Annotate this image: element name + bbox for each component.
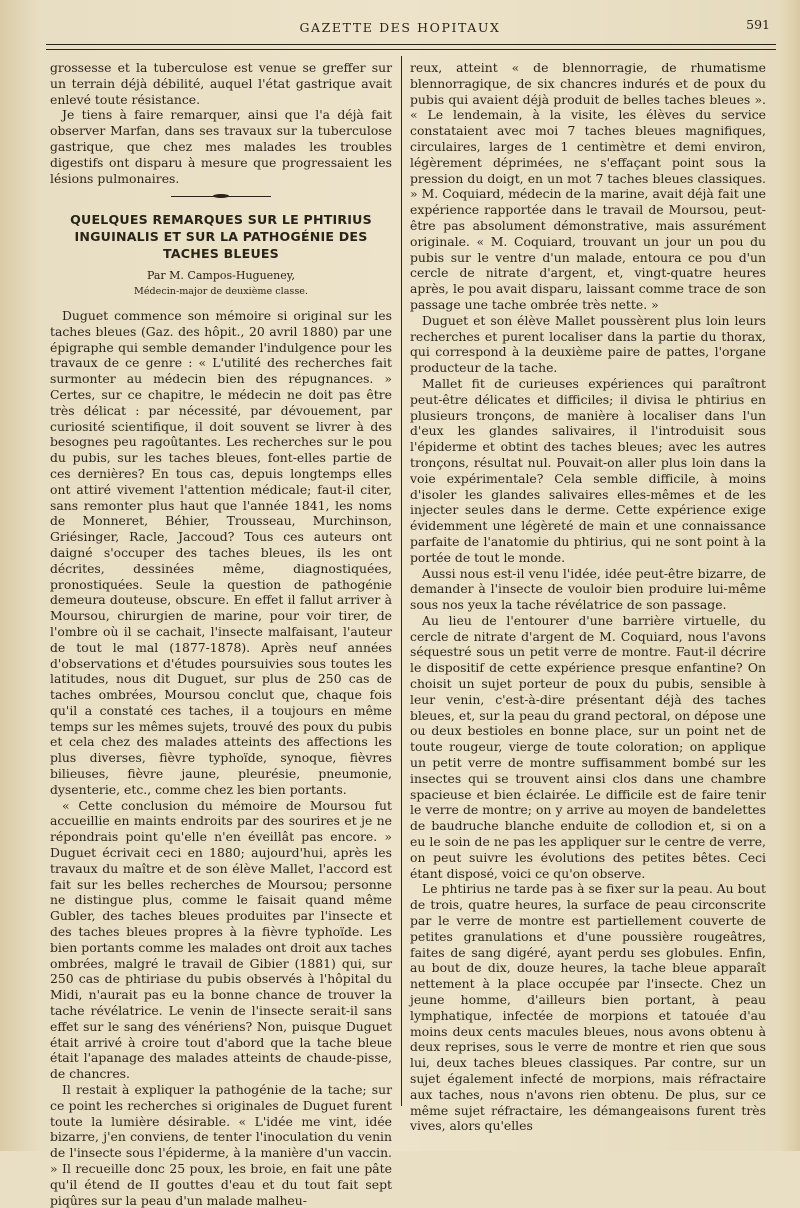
body-paragraph: reux, atteint « de blennorragie, de rhumatisme blennorragique, de six chancres indurés et de poux du pubis qui avaient déjà produit de belles taches bleues ». « Le lendemain, à la visite, les élèves du service constataient avec moi 7 taches bleues magnifiques, circulaires, larges de 1 centimètre et demi environ, légèrement déprimées, ne s'effaçant point sous la pression du doigt, en un mot 7 taches bleues classiques. » M. Coquiard, médecin de la marine, avait déjà fait une expérience rapportée dans le travail de Moursou, peut-être pas absolument démonstrative, mais assurément originale. « M. Coquiard, trouvant un jour un pou du pubis sur le ventre d'un malade, entoura ce pou d'un cercle de nitrate d'argent, et, vingt-quatre heures après, le pou avait disparu, laissant comme trace de son passage une tache ombrée très nette. » xyxy=(410,60,766,312)
running-title: GAZETTE DES HOPITAUX xyxy=(299,20,501,35)
header-rule-thin xyxy=(46,49,776,50)
left-column xyxy=(50,60,392,1208)
byline-role: Médecin-major de deuxième classe. xyxy=(134,286,308,298)
body-paragraph: Duguet commence son mémoire si original sur les taches bleues (Gaz. des hôpit., 20 avril 1880) par une épigraphe qui semble demander l'indulgence pour les travaux de ce genre : « L'utilité des recherches fait surmonter au médecin bien des répugnances. » Certes, sur ce chapitre, le médecin ne doit pas être très délicat : par nécessité, par dévouement, par curiosité scientifique, il doit souvent se livrer à des besognes peu ragoûtantes. Les recherches sur le pou du pubis, sur les taches bleues, font-elles partie de ces dernières? En tous cas, depuis longtemps elles ont attiré vivement l'attention médicale; faut-il citer, sans remonter plus haut que l'année 1841, les noms de Monneret, Béhier, Trousseau, Murchinson, Griésinger, Racle, Jaccoud? Tous ces auteurs ont daigné s'occuper des taches bleues, ils les ont décrites, dessinées même, diagnostiquées, pronostiquées. Seule la question de pathogénie demeura douteuse, obscure. En effet il fallut arriver à Moursou, chirurgien de marine, pour voir tirer, de l'ombre où il se cachait, l'insecte malfaisant, l'auteur de tout le mal (1877-1878). Après neuf années d'observations et d'études poursuivies sous toutes les latitudes, nous dit Duguet, sur plus de 250 cas de taches ombrées, Moursou conclut que, chaque fois qu'il a constaté ces taches, il a toujours en même temps sur les mêmes sujets, trouvé des poux du pubis et cela chez des malades atteints des affections les plus diverses, fièvre typhoïde, synoque, fièvres bilieuses, fièvre jaune, pleurésie, pneumonie, dysenterie, etc., comme chez les bien portants. xyxy=(50,307,392,797)
body-paragraph: « Cette conclusion du mémoire de Moursou fut accueillie en maints endroits par des sourires et je ne répondrais point qu'elle n'en éveillât pas encore. » Duguet écrivait ceci en 1880; aujourd'hui, après les travaux du maître et de son élève Mallet, l'accord est fait sur les belles recherches de Moursou; personne ne distingue plus, comme le faisait quand même Gubler, des taches bleues produites par l'insecte et des taches bleues propres à la fièvre typhoïde. Les bien portants comme les malades ont droit aux taches ombrées, malgré le travail de Gibier (1881) qui, sur 250 cas de phtiriase du pubis observés à l'hôpital du Midi, n'aurait pas eu la bonne chance de trouver la tache révélatrice. Le venin de l'insecte serait-il sans effet sur le sang des vénériens? Non, puisque Duguet était arrivé à croire tout d'abord que la tache bleue était l'apanage des malades atteints de chaude-pisse, de chancres. xyxy=(50,797,392,1082)
header-rule xyxy=(46,44,776,45)
body-paragraph: Mallet fit de curieuses expériences qui paraîtront peut-être délicates et difficiles; il divisa le phtirius en plusieurs tronçons, de manière à localiser dans l'un d'eux les glandes salivaires, il l'introduisit sous l'épiderme et obtint des taches bleues; avec les autres tronçons, résultat nul. Pouvait-on aller plus loin dans la voie expérimentale? Cela semble difficile, à moins d'isoler les glandes salivaires elles-mêmes et de les injecter seules dans le derme. Cette expérience exige évidemment une légèreté de main et une connaissance parfaite de l'anatomie du phtirius, qui ne sont point à la portée de tout le monde. xyxy=(410,375,766,565)
body-paragraph: Duguet et son élève Mallet poussèrent plus loin leurs recherches et purent localiser dans la partie du thorax, qui correspond à la deuxième paire de pattes, l'organe producteur de la tache. xyxy=(410,312,766,376)
body-paragraph: Aussi nous est-il venu l'idée, idée peut-être bizarre, de demander à l'insecte de vouloir bien produire lui-même sous nos yeux la tache révélatrice de son passage. xyxy=(410,565,766,613)
intro-paragraph: Je tiens à faire remarquer, ainsi que l'a déjà fait observer Marfan, dans ses travaux sur la tuberculose gastrique, que chez mes malades les troubles digestifs ont disparu à mesure que progressaient les lésions pulmonaires. xyxy=(50,107,392,186)
article-title: QUELQUES REMARQUES SUR LE PHTIRIUS INGUINALIS ET SUR LA PATHOGÉNIE DES TACHES BLEUES xyxy=(70,212,372,262)
right-column xyxy=(410,60,766,1134)
body-paragraph: Le phtirius ne tarde pas à se fixer sur la peau. Au bout de trois, quatre heures, la surface de peau circonscrite par le verre de montre est partiellement couverte de petites granulations et d'une poussière rougeâtres, faites de sang digéré, ayant perdu ses globules. Enfin, au bout de dix, douze heures, la tache bleue apparaît nettement à la place occupée par l'insecte. Chez un jeune homme, d'ailleurs bien portant, à peau lymphatique, infectée de morpions et tatouée d'au moins deux cents macules bleues, nous avons obtenu à deux reprises, sous le verre de montre et rien que sous lui, deux taches bleues classiques. Par contre, sur un sujet également infecté de morpions, mais réfractaire aux taches, nous n'avons rien obtenu. De plus, sur ce même sujet réfractaire, les démangeaisons furent très vives, alors qu'elles xyxy=(410,881,766,1134)
byline: Par M. Campos-Hugueney, xyxy=(146,269,296,283)
separator-ornament xyxy=(171,193,271,199)
intro-paragraph: grossesse et la tuberculose est venue se greffer sur un terrain déjà débilité, auquel l'état gastrique avait enlevé toute résistance. xyxy=(50,60,392,107)
body-paragraph: Il restait à expliquer la pathogénie de la tache; sur ce point les recherches si originales de Duguet furent toute la lumière désirable. « L'idée me vint, idée bizarre, j'en conviens, de tenter l'inoculation du venin de l'insecte sous l'épiderme, à la manière d'un vaccin. » Il recueille donc 25 poux, les broie, en fait une pâte qu'il étend de II gouttes d'eau et du tout fait sept piqûres sur la peau d'un malade malheu- xyxy=(50,1082,392,1208)
page-number: 591 xyxy=(746,17,770,32)
column-divider xyxy=(401,56,402,1106)
body-paragraph: Au lieu de l'entourer d'une barrière virtuelle, du cercle de nitrate d'argent de M. Coquiard, nous l'avons séquestré sous un petit verre de montre. Faut-il décrire le dispositif de cette expérience presque enfantine? On choisit un sujet porteur de poux du pubis, sensible à leur venin, c'est-à-dire présentant déjà des taches bleues, et, sur la peau du grand pectoral, on dépose une ou deux bestioles en bonne place, sur un point net de toute rougeur, vierge de toute coloration; on applique un petit verre de montre suffisamment bombé sur les insectes qui se trouvent ainsi clos dans une chambre spacieuse et bien éclairée. Le difficile est de faire tenir le verre de montre; on y arrive au moyen de bandelettes de baudruche blanche enduite de collodion et, si on a eu le soin de ne pas les appliquer sur le centre de verre, on peut suivre les évolutions des petites bêtes. Ceci étant disposé, voici ce qu'on observe. xyxy=(410,612,766,881)
